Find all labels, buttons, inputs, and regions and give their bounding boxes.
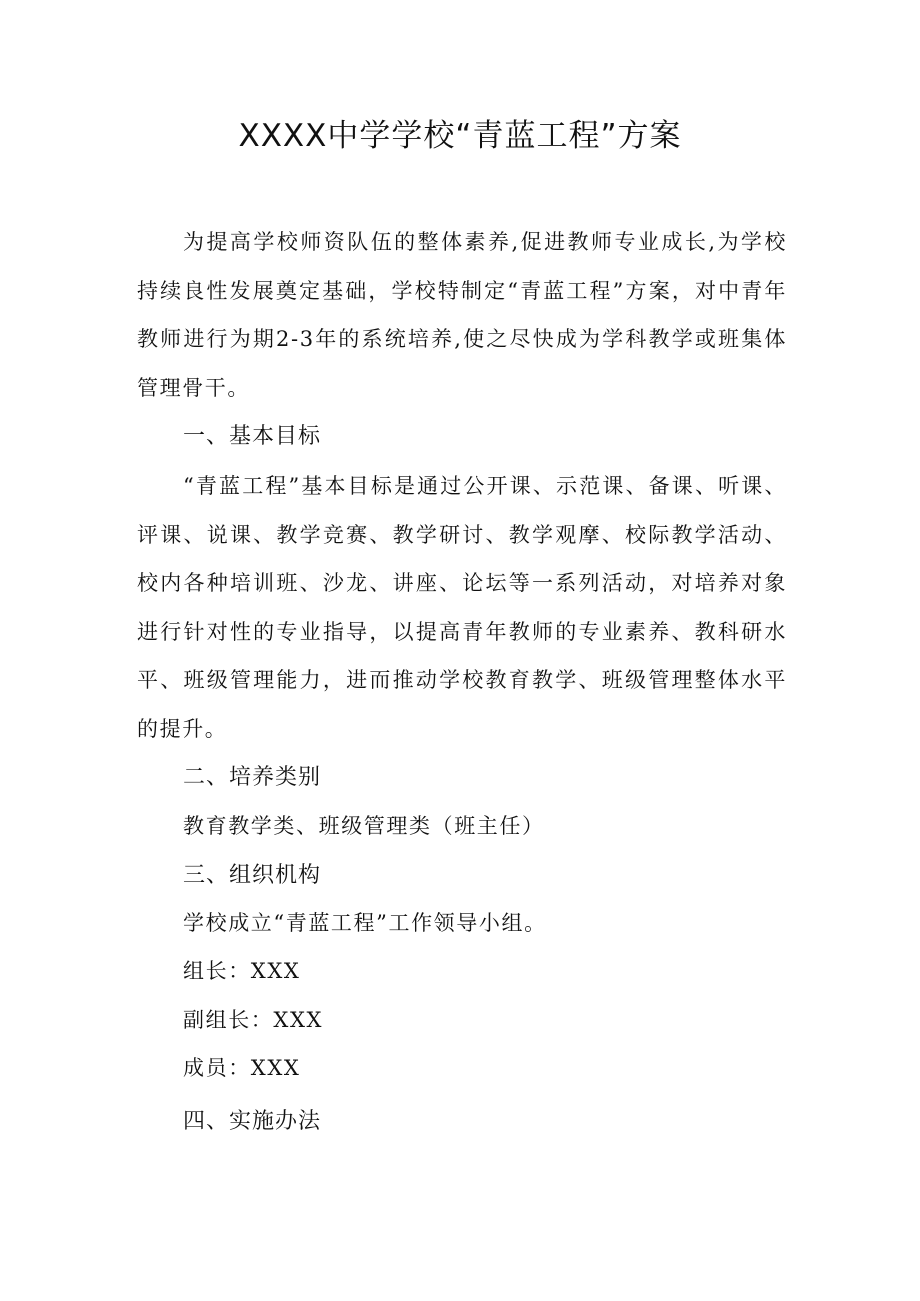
members-line: 成员：XXX	[183, 1056, 301, 1080]
goals-paragraph: “青蓝工程”基本目标是通过公开课、示范课、备课、听课、评课、说课、教学竞赛、教学研讨、教学观摩、校际教学活动、校内各种培训班、沙龙、讲座、论坛等一系列活动，对培养对象进行针对性的专业指导，以提高青年教师的专业素养、教科研水平、班级管理能力，进而推动学校教育教学、班级管理整体水平的提升。	[137, 474, 787, 741]
categories-text: 教育教学类、班级管理类（班主任）	[183, 814, 545, 838]
document-title: XXXX中学学校“青蓝工程”方案	[238, 118, 682, 154]
group-leader-line: 组长：XXX	[183, 959, 301, 983]
section-heading-categories: 二、培养类别	[183, 765, 322, 790]
intro-paragraph: 为提高学校师资队伍的整体素养,促进教师专业成长,为学校持续良性发展奠定基础，学校特制定“青蓝工程”方案，对中青年教师进行为期2-3年的系统培养,使之尽快成为学科教学或班集体管理骨干。	[137, 230, 787, 400]
section-heading-goals: 一、基本目标	[183, 424, 322, 449]
deputy-leader-line: 副组长：XXX	[183, 1008, 324, 1032]
organization-text: 学校成立“青蓝工程”工作领导小组。	[183, 911, 547, 935]
section-heading-implementation: 四、实施办法	[183, 1109, 322, 1134]
section-heading-organization: 三、组织机构	[183, 863, 322, 888]
